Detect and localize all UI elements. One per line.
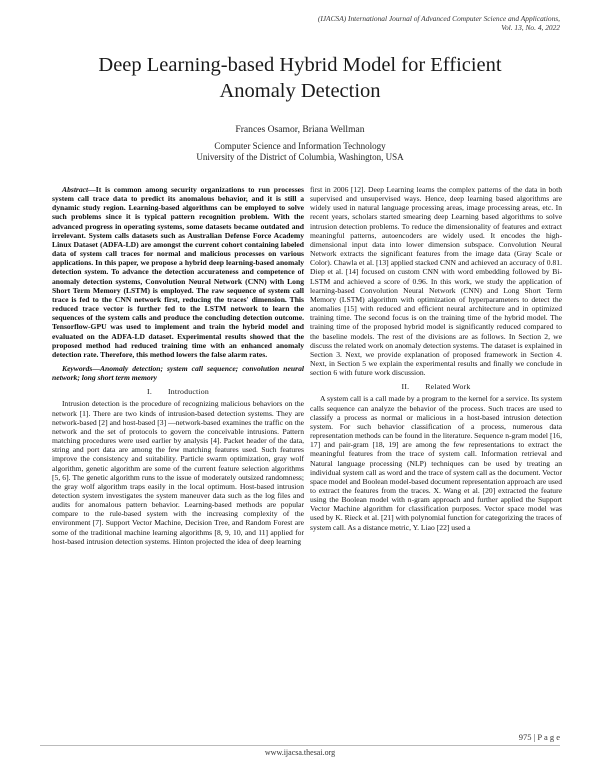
abstract-lead: Abstract [62, 185, 89, 194]
paper-authors: Frances Osamor, Briana Wellman [235, 124, 365, 135]
related-work-paragraph: A system call is a call made by a program to the kernel for a service. Its system calls sequence can analyze the behavior of the process. Such traces are used to classify a process as normal or malicious in a host-based intrusion detection system. For such behavior classification of a process, numerous data representation methods can be found in the literature. Sequence n-gram model [16, 17] and pair-gram [18, 19] are among the few representations to extract the meaningful features from the trace of system call. Information retrieval and Natural language processing (NLP) techniques can be used by treating an individual system call as word and the trace of system call as the document. Vector space model and Boolean model-based document representation approach are used to extract the features from the traces. X. Wang et al. [20] extracted the feature using the Boolean model with n-gram approach and further applied the Support Vector Machine algorithm for classification purposes. Vector space model was used by K. Rieck et al. [21] with polynomial function for categorizing the traces of system call. As a distance metric, Y. Liao [22] used a [310, 394, 562, 532]
journal-header [200, 14, 560, 32]
paper-title-line2: Anomaly Detection [219, 80, 381, 102]
affiliation-department: Computer Science and Information Technology [214, 141, 386, 151]
keywords: Keywords—Anomaly detection; system call sequence; convolution neural network; long short term memory [52, 363, 304, 383]
left-column [52, 185, 304, 546]
journal-volume: Vol. 13, No. 4, 2022 [501, 23, 560, 32]
affiliation-university: University of the District of Columbia, Washington, USA [196, 152, 404, 162]
paper-title-line1: Deep Learning-based Hybrid Model for Efficient [98, 54, 502, 76]
abstract-text: —It is common among security organizations to run processes system call trace data to predict its anomalous behavior, and it is still a dynamic study region. Learning-based algorithms can be employed to solve such problems since it is typical pattern recognition problem. With the advanced progress in operating systems, some datasets became outdated and irrelevant. System calls datasets such as Australian Defense Force Academy Linux Dataset (ADFA-LD) are amongst the current cohort containing labeled data of system call traces for normal and malicious processes on various applications. In this paper, we propose a hybrid deep learning-based anomaly detection system. To advance the detection accurateness and competence of anomaly detection systems, Convolution Neural Network (CNN) with Long Short Term Memory (LSTM) is employed. The raw sequence of system call trace is fed to the CNN network first, reducing the traces' dimension. This reduced trace vector is further fed to the LSTM network to learn the sequences of the system calls and produce the concluding detection outcome. Tensorflow-GPU was used to implement and train the hybrid model and evaluated on the ADFA-LD dataset. Experimental results showed that the proposed method had reduced training time with an enhanced anomaly detection rate. Therefore, this method lowers the false alarm rates. [52, 185, 304, 359]
journal-name: (IJACSA) International Journal of Advanced Computer Science and Applications, [317, 14, 560, 23]
introduction-continued-paragraph: first in 2006 [12]. Deep Learning learns the complex patterns of the data in both supervised and unsupervised ways. Hence, deep learning based algorithms are widely used in natural language processing areas, image processing areas, etc. In recent years, scholars started smearing deep Learning based algorithms to solve intrusion detection problems. To reduce the dimensionality of features and extract meaningful patterns, autoencoders are widely used. It encodes the high-dimensional input data into lower dimension subspace. Convolution Neural Network extracts the significant features from the image data (Gray Scale or Color). Chawla et al. [13] applied stacked CNN and achieved an accuracy of 0.81. Diep et al. [14] focused on custom CNN with word embedding followed by Bi-LSTM and achieved a score of 0.96. In this work, we study the application of learning-based Convolution Neural Network (CNN) and Long Short Term Memory (LSTM) algorithm with optimization of hyperparameters to detect the anomalies [15] with reduced and efficient neural architecture and in optimized training time. The second focus is on the training time of the hybrid model. The training time of the proposed hybrid model is significantly reduced compared to the baseline models. The rest of the divisions are as follows. In Section 2, we discuss the related work on anomaly detection systems. The dataset is explained in Section 3. Next, we provide explanation of proposed framework in Section 4. Next, in Section 5 we explain the experimental results and finally we conclude in section 6 with future work discussion. [310, 185, 562, 378]
section-heading-related-work: II. Related Work [401, 382, 471, 392]
journal-url: www.ijacsa.thesai.org [264, 748, 336, 757]
page-number: 975 | P a g e [518, 732, 560, 742]
footer-divider [40, 745, 560, 746]
right-column [310, 185, 562, 532]
introduction-paragraph: Intrusion detection is the procedure of recognizing malicious behaviors on the network [1]. There are two kinds of intrusion-based detection systems. They are network-based [2] and host-based [3] —network-based examines the traffic on the network and the set of protocols to govern the conceivable intrusions. Pattern matching procedures were used earlier by analysis [4]. Packet header of the data, string and port data are among the few matching features used. Such features improve the consistency and suitability. Particle swarm optimization, gray wolf algorithm, genetic algorithm are some of the current feature selection algorithms [5, 6]. The genetic algorithm runs to the issue of moderately outsized randomness; the gray wolf algorithm traps easily in the local optimum. Host-based intrusion detection system investigates the system maneuver data such as the log files and audits for anomalous pattern behavior. Learning-based methods are popular compare to the rule-based system with the increasing complexity of the environment [7]. Support Vector Machine, Decision Tree, and Random Forest are some of the traditional machine learning algorithms [8, 9, 10, and 11] applied for host-based intrusion detection systems. Hinton projected the idea of deep learning [52, 399, 304, 546]
paper-title [40, 52, 560, 104]
section-heading-introduction: I. Introduction [147, 387, 209, 397]
abstract [52, 185, 304, 359]
paper-affiliation [40, 141, 560, 163]
